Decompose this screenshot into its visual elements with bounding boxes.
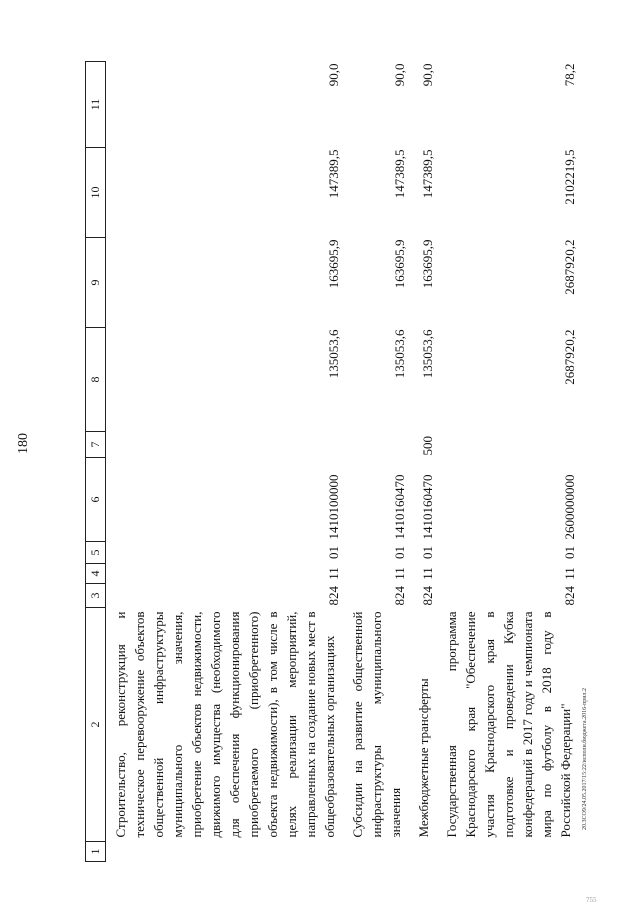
cell-admin-code: 824	[562, 586, 577, 606]
col-header-6: 6	[86, 458, 106, 542]
budget-table	[85, 61, 579, 862]
cell-subsection: 01	[562, 546, 577, 559]
col-header-5: 5	[86, 542, 106, 564]
col-header-1: 1	[86, 842, 106, 862]
cell-col10-value: 2102219,5	[562, 149, 577, 205]
cell-col8-value: 135053,6	[392, 329, 407, 379]
cell-target-code: 1410160470	[420, 474, 435, 540]
table-row	[343, 62, 409, 862]
cell-expense-type: 500	[420, 436, 435, 456]
cell-expense-type	[343, 432, 409, 458]
cell-col9-value: 163695,9	[420, 239, 435, 289]
cell-target-code: 1410160470	[392, 474, 407, 540]
cell-subsection: 01	[420, 546, 435, 559]
cell-col9-value: 163695,9	[326, 239, 341, 289]
table-row	[437, 62, 579, 862]
rotated-page-content	[85, 62, 610, 862]
col-header-8: 8	[86, 328, 106, 432]
cell-admin-code: 824	[326, 586, 341, 606]
cell-admin-code: 824	[392, 586, 407, 606]
footer-file-note: 20.3СО9/24.05.2017/15:22/исполн.бюджета.2016-прил.2	[582, 688, 588, 830]
cell-col8-value: 135053,6	[420, 329, 435, 379]
table-row	[106, 62, 344, 862]
col-header-3: 3	[86, 584, 106, 608]
cell-percent: 90,0	[392, 63, 407, 87]
cell-percent: 90,0	[420, 63, 435, 87]
cell-percent: 78,2	[562, 63, 577, 87]
col-header-4: 4	[86, 564, 106, 584]
cell-percent: 90,0	[326, 63, 341, 87]
cell-subsection: 01	[326, 546, 341, 559]
cell-section: 11	[392, 567, 407, 580]
row-name: Субсидии на развитие общественной инфраструктуры муниципального значения	[350, 611, 403, 838]
cell-section: 11	[326, 567, 341, 580]
cell-subsection: 01	[392, 546, 407, 559]
col-header-2: 2	[86, 608, 106, 842]
col-header-9: 9	[86, 238, 106, 328]
cell-section: 11	[562, 567, 577, 580]
cell-col10-value: 147389,5	[326, 149, 341, 199]
cell-col10-value: 147389,5	[420, 149, 435, 199]
row-name: Межбюджетные трансферты	[416, 678, 431, 838]
cell-col8-value: 2687920,2	[562, 329, 577, 385]
cell-col9-value: 163695,9	[392, 239, 407, 289]
cell-expense-type	[106, 432, 344, 458]
col-header-7: 7	[86, 432, 106, 458]
cell-expense-type	[437, 432, 579, 458]
cell-target-code: 1410100000	[326, 474, 341, 540]
cell-col10-value: 147389,5	[392, 149, 407, 199]
col-header-10: 10	[86, 148, 106, 238]
table-row	[409, 62, 437, 862]
cell-section: 11	[420, 567, 435, 580]
cell-target-code: 2600000000	[562, 474, 577, 540]
col-header-11: 11	[86, 62, 106, 148]
cell-col8-value: 135053,6	[326, 329, 341, 379]
cell-admin-code: 824	[420, 586, 435, 606]
row-name: Государственная программа Краснодарского края "Обеспечение участия Краснодарского края в подготовке и проведении Кубка конфедераций в 2017 году и чемпионата мира по футболу в 2018 году в Российской Федерации"	[444, 611, 573, 838]
corner-page-mark: 755	[586, 896, 597, 904]
cell-col9-value: 2687920,2	[562, 239, 577, 295]
page-number: 180	[16, 433, 31, 454]
row-name: Строительство, реконструкция и техническое перевооружение объектов общественной инфраструктуры муниципального значения, приобретение объектов недвижимости, движимого имущества (необходимого для обеспечения функционирования приобретаемого (приобретенного) объекта недвижимости), в том числе в целях реализации мероприятий, направленных на создание новых мест в общеобразовательных организациях	[113, 611, 337, 838]
header-row	[86, 62, 106, 862]
